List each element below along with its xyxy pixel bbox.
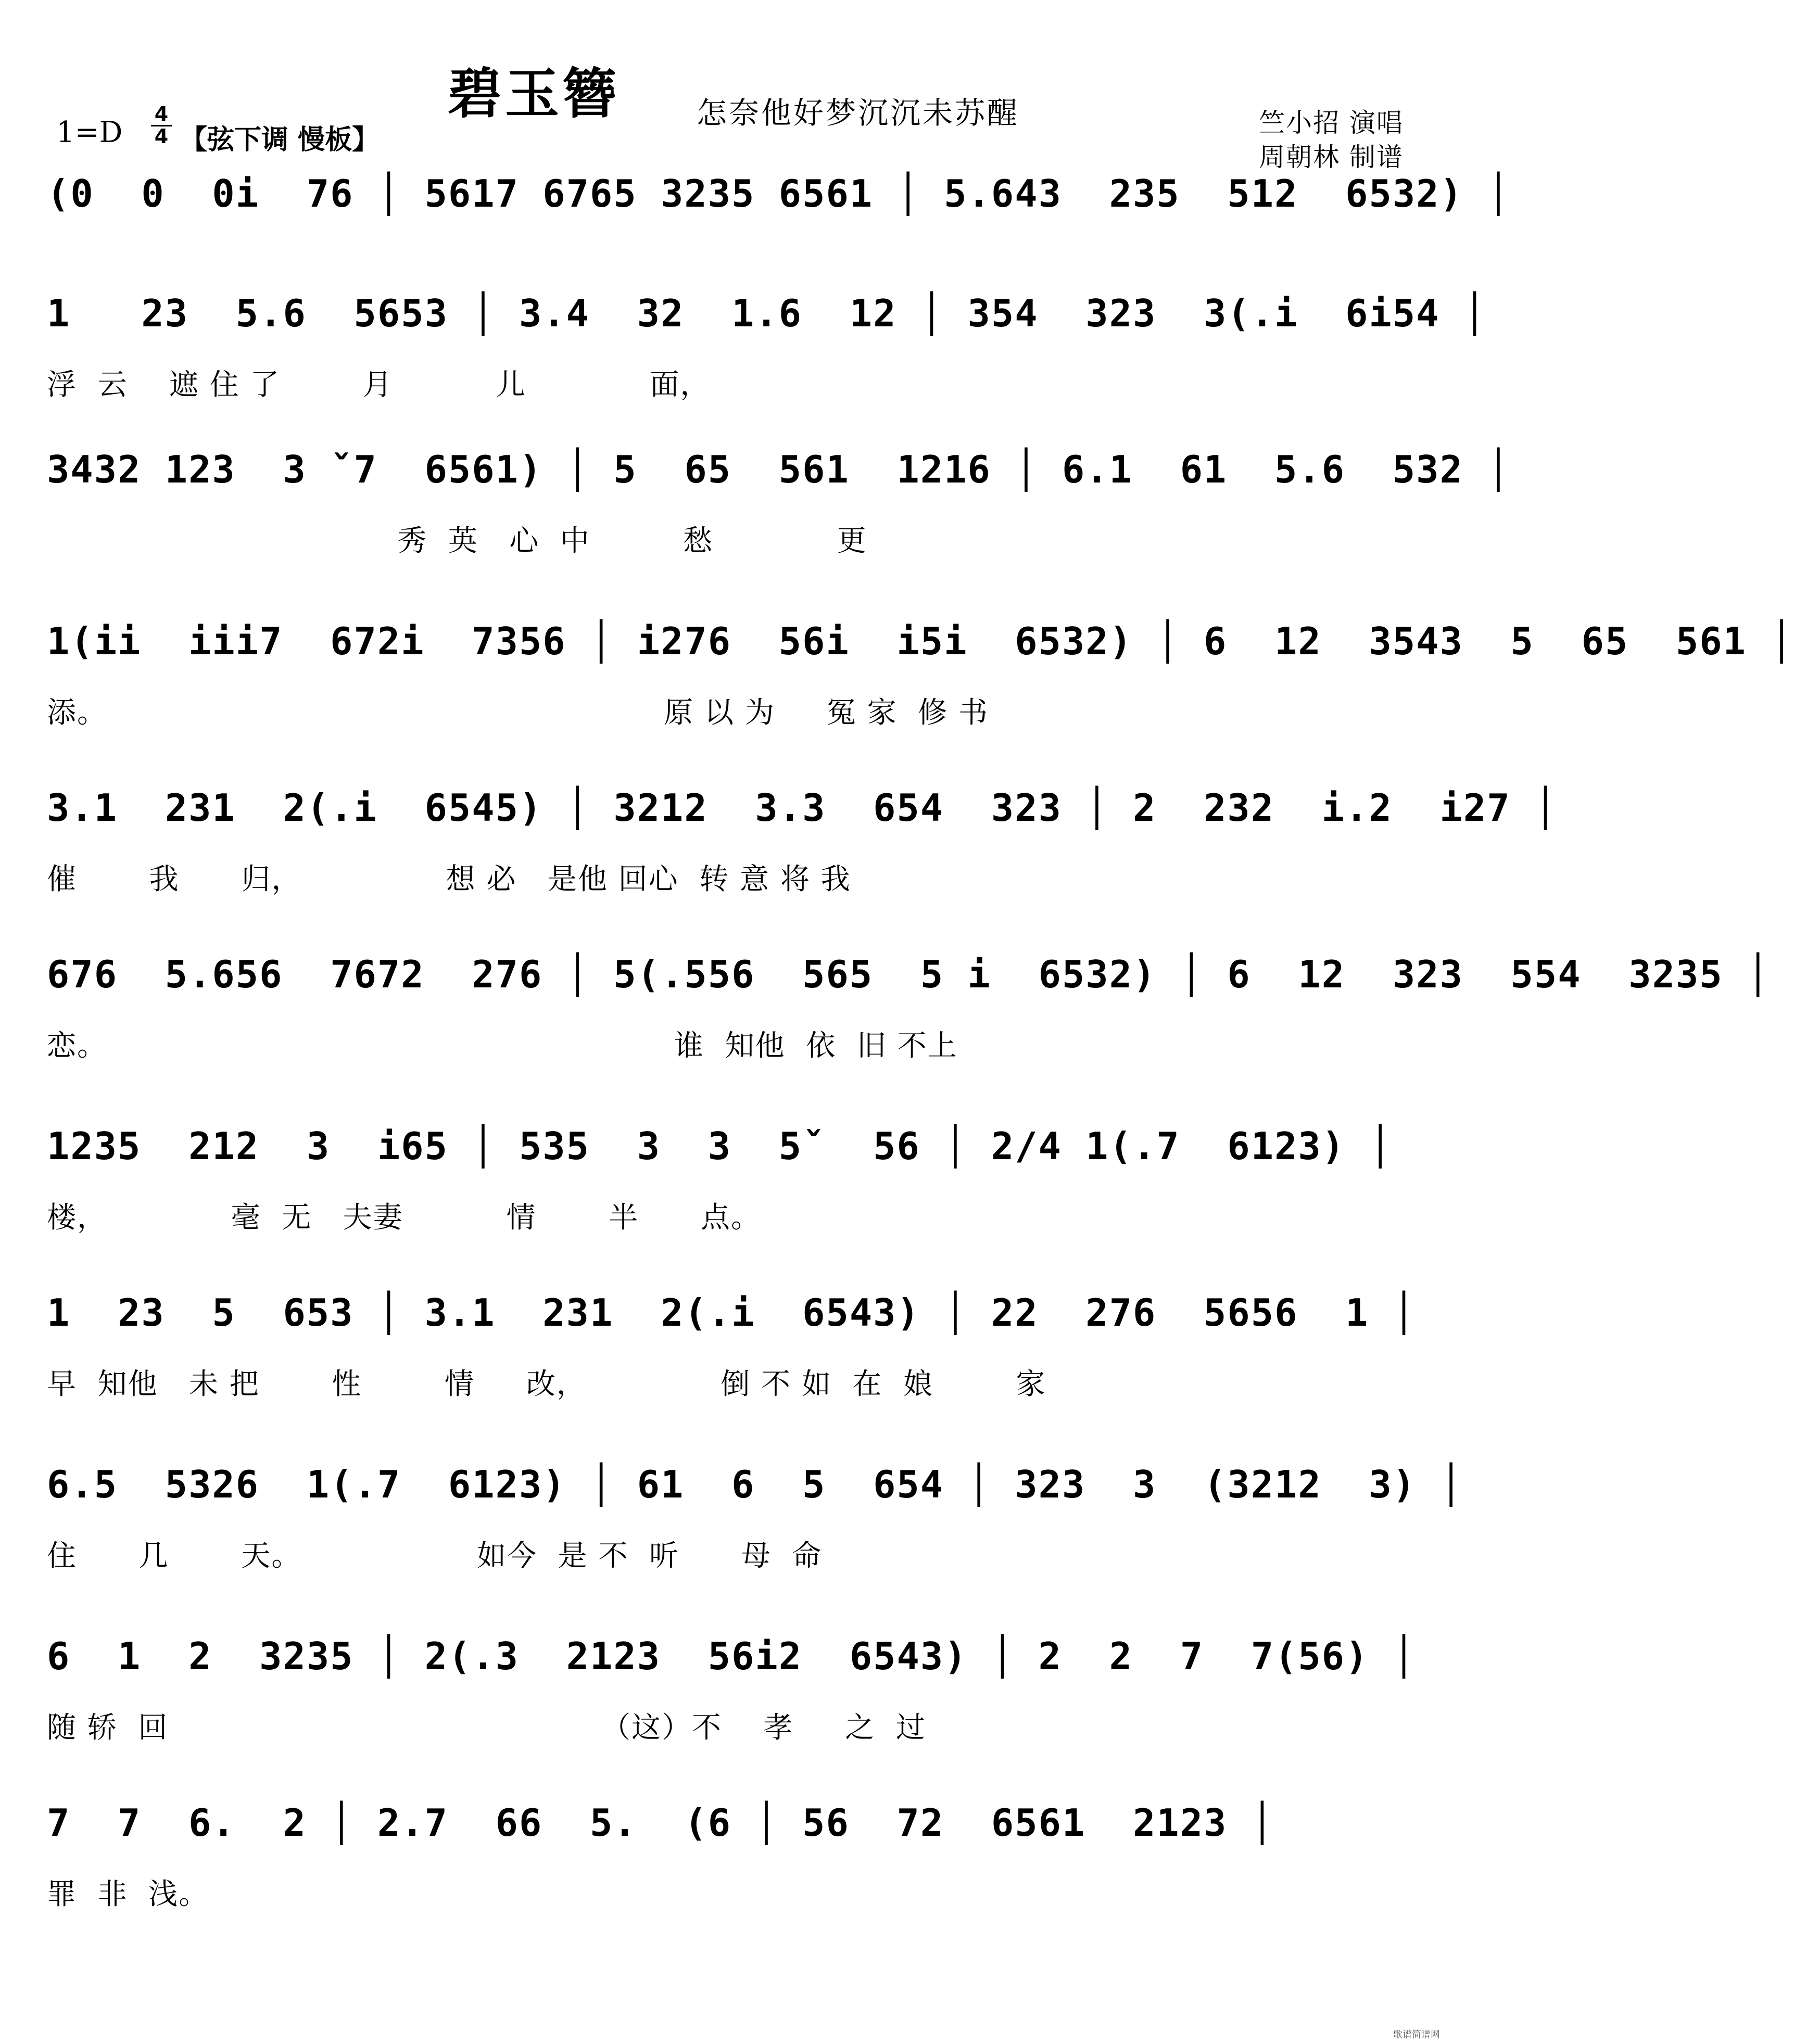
score-system bbox=[47, 1634, 1417, 1770]
notation-line: (0 0 0i 76 │ 5617 6765 3235 6561 │ 5.643 235 512 6532) │ bbox=[47, 172, 1511, 215]
performance-mode: 【弦下调 慢板】 bbox=[180, 124, 380, 156]
notation-line: 3432 123 3 ˇ7 6561) │ 5 65 561 1216 │ 6.1 61 5.6 532 │ bbox=[47, 448, 1511, 491]
notation-line: 1 23 5 653 │ 3.1 231 2(.i 6543) │ 22 276 5656 1 │ bbox=[47, 1291, 1417, 1335]
lyrics-line: 添。 原 以 为 冤 家 修 书 bbox=[47, 696, 989, 730]
song-title: 碧玉簪 bbox=[448, 61, 620, 125]
lyrics-line: 秀 英 心 中 愁 更 bbox=[47, 524, 867, 558]
lyrics-line: 楼， 毫 无 夫妻 情 半 点。 bbox=[47, 1201, 762, 1235]
song-subtitle: 怎奈他好梦沉沉未苏醒 bbox=[697, 95, 1020, 131]
time-signature-denominator: 4 bbox=[154, 125, 169, 148]
notation-line: 676 5.656 7672 276 │ 5(.556 565 5 i 6532) │ 6 12 323 554 3235 │ bbox=[47, 953, 1771, 996]
credit-notation: 周朝林 制谱 bbox=[1259, 142, 1404, 172]
time-signature bbox=[151, 104, 172, 146]
notation-line: 7 7 6. 2 │ 2.7 66 5. (6 │ 56 72 6561 2123 │ bbox=[47, 1801, 1275, 1845]
score-system bbox=[47, 1801, 1406, 1936]
lyrics-line: 住 几 天。 如今 是 不 听 母 命 bbox=[47, 1539, 823, 1573]
lyrics-line: 早 知他 未 把 性 情 改， 倒 不 如 在 娘 家 bbox=[47, 1367, 1046, 1401]
score-system bbox=[47, 1463, 1463, 1598]
score-system bbox=[47, 448, 1511, 583]
lyrics-line: 罪 非 浅。 bbox=[47, 1877, 209, 1911]
score-system bbox=[47, 1124, 1406, 1260]
score-system bbox=[47, 786, 1558, 921]
notation-line: 6.5 5326 1(.7 6123) │ 61 6 5 654 │ 323 3 (3212 3) │ bbox=[47, 1463, 1463, 1506]
credit-singer: 竺小招 演唱 bbox=[1259, 108, 1404, 138]
score-system bbox=[47, 953, 1771, 1088]
lyrics-line: 催 我 归， 想 必 是他 回心 转 意 将 我 bbox=[47, 862, 851, 896]
notation-line: 3.1 231 2(.i 6545) │ 3212 3.3 654 323 │ 2 232 i.2 i27 │ bbox=[47, 786, 1558, 830]
time-signature-numerator: 4 bbox=[151, 104, 172, 126]
lyrics-line: 恋。 谁 知他 依 旧 不上 bbox=[47, 1029, 958, 1063]
lyrics-line: 浮 云 遮 住 了 月 儿 面， bbox=[47, 368, 711, 402]
score-system bbox=[47, 619, 1794, 755]
notation-line: 6 1 2 3235 │ 2(.3 2123 56i2 6543) │ 2 2 7 7(56) │ bbox=[47, 1634, 1417, 1678]
watermark: 歌谱简谱网 bbox=[1393, 2029, 1440, 2040]
notation-line: 1(ii iii7 672i 7356 │ i276 56i i5i 6532) │ 6 12 3543 5 65 561 │ bbox=[47, 619, 1794, 663]
key-signature: 1=D bbox=[56, 116, 123, 149]
score-system bbox=[47, 291, 1487, 427]
score-system bbox=[47, 172, 1511, 307]
notation-line: 1235 212 3 i65 │ 535 3 3 5ˇ 56 │ 2/4 1(.7 6123) │ bbox=[47, 1124, 1393, 1168]
score-system bbox=[47, 1291, 1417, 1426]
notation-line: 1 23 5.6 5653 │ 3.4 32 1.6 12 │ 354 323 3(.i 6i54 │ bbox=[47, 291, 1487, 335]
lyrics-line: 随 轿 回 （这）不 孝 之 过 bbox=[47, 1711, 926, 1745]
